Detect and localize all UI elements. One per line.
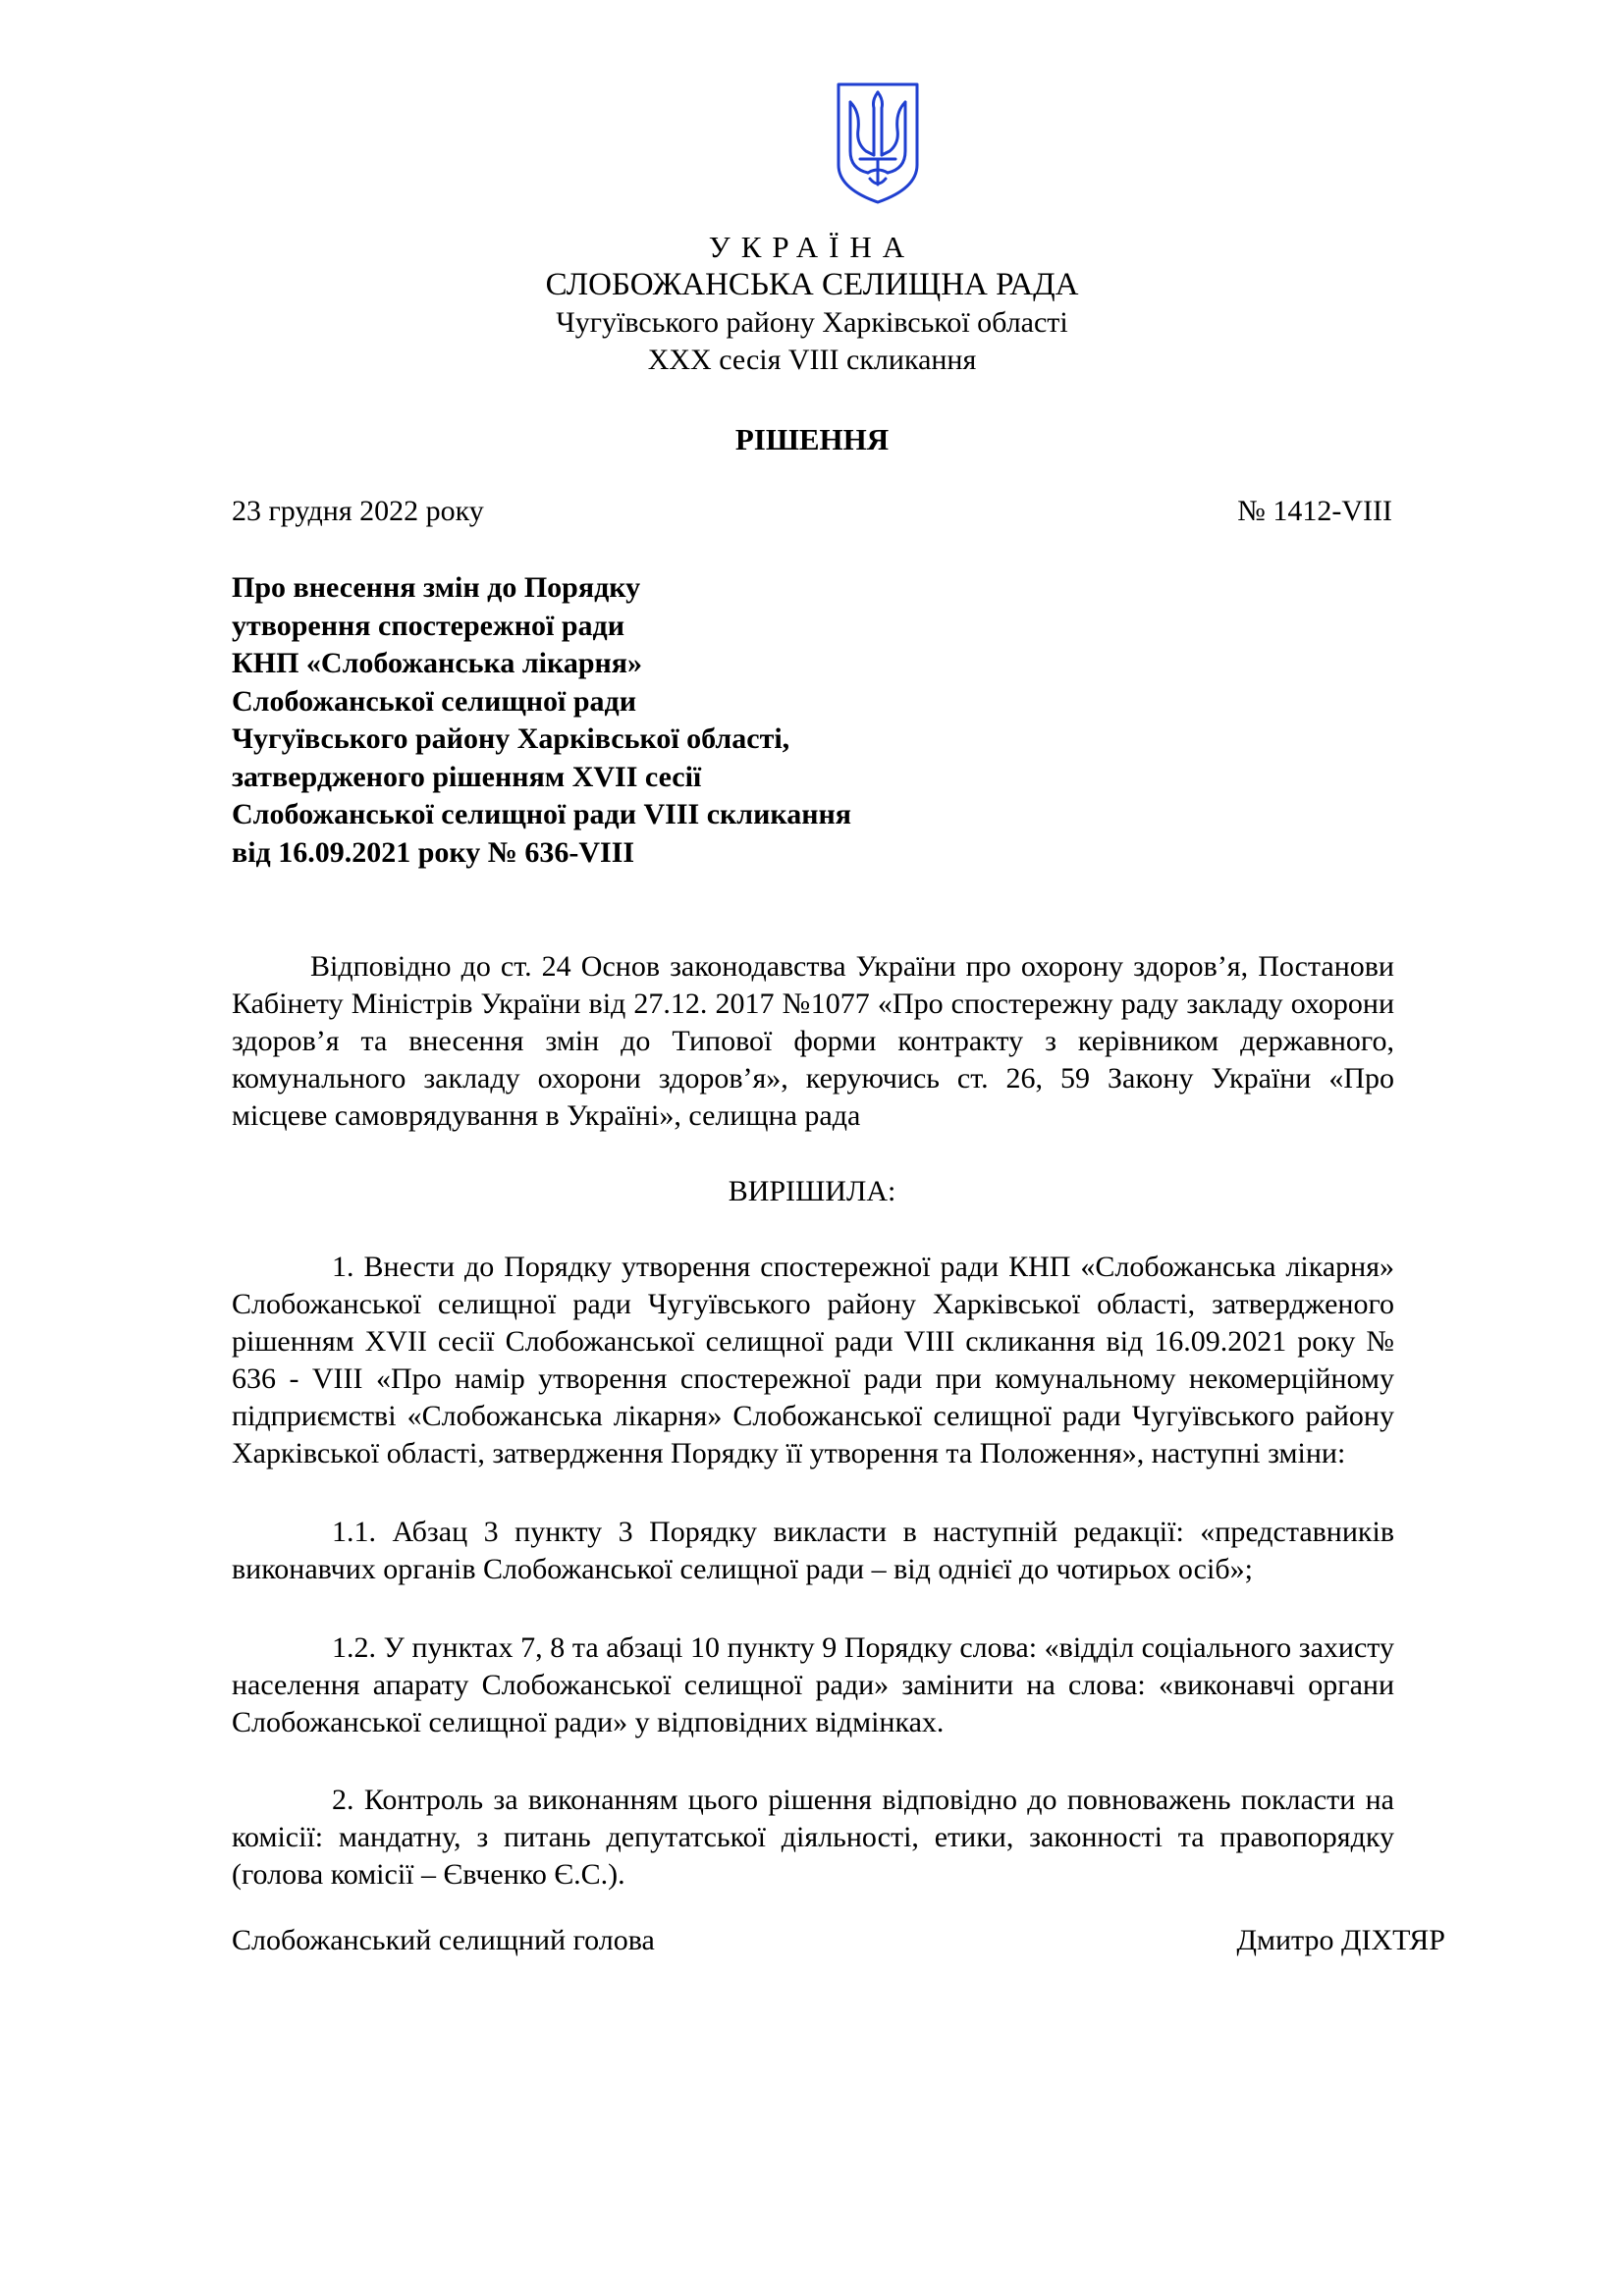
subject-line: від 16.09.2021 року № 636-VIII [232, 835, 635, 869]
subject-line: КНП «Слобожанська лікарня» [232, 647, 643, 679]
signatory-name: Дмитро ДІХТЯР [1236, 1924, 1445, 1956]
council-name: СЛОБОЖАНСЬКА СЕЛИЩНА РАДА [545, 267, 1079, 302]
decided-heading: ВИРІШИЛА: [728, 1175, 896, 1207]
council-district: Чугуївського району Харківської області [556, 306, 1068, 339]
coat-of-arms-icon [831, 79, 925, 208]
item-1-2-paragraph: 1.2. У пунктах 7, 8 та абзаці 10 пункту 9 Порядку слова: «відділ соціального захисту населення апарату Слобожанської селищної ради» замінити на слова: «виконавчі органи Слобожанської селищної ради» у відповідних відмінках. [232, 1631, 1394, 1738]
subject-line: Про внесення змін до Порядку [232, 571, 641, 604]
subject-line: Слобожанської селищної ради [232, 684, 637, 718]
country-name: УКРАЇНА [708, 230, 916, 264]
session-info: XXX сесія VIII скликання [647, 344, 977, 376]
subject-line: Чугуївського району Харківської області, [232, 722, 790, 755]
subject-line: утворення спостережної ради [232, 609, 625, 642]
subject-line: Слобожанської селищної ради VIII скликання [232, 798, 852, 830]
item-1-paragraph: 1. Внести до Порядку утворення спостережної ради КНП «Слобожанська лікарня» Слобожанської селищної ради Чугуївського району Харківської області, затвердженого рішенням XVII сесії Слобожанської селищної ради VIII скликання від 16.09.2021 року № 636 - VIII «Про намір утворення спостережної ради при комунальному некомерційному підприємстві «Слобожанська лікарня» Слобожанської селищної ради Чугуївського району Харківської області, затвердження Порядку її утворення та Положення», наступні зміни: [232, 1251, 1394, 1469]
item-1-1-paragraph: 1.1. Абзац 3 пункту 3 Порядку викласти в наступній редакції: «представників виконавчих органів Слобожанської селищної ради – від однієї до чотирьох осіб»; [232, 1516, 1394, 1585]
document-type-title: РІШЕННЯ [734, 422, 890, 456]
decision-subject [232, 569, 978, 872]
decision-date: 23 грудня 2022 року [232, 495, 484, 527]
legal-basis-paragraph: Відповідно до ст. 24 Основ законодавства України про охорону здоров’я, Постанови Кабінету Міністрів України від 27.12. 2017 №1077 «Про спостережну раду закладу охорони здоров’я та внесення змін до Типової форми контракту з керівником державного, комунального закладу охорони здоров’я», керуючись ст. 26, 59 Закону України «Про місцеве самоврядування в Україні», селищна рада [232, 950, 1394, 1132]
item-2-paragraph: 2. Контроль за виконанням цього рішення відповідно до повноважень покласти на комісії: мандатну, з питань депутатської діяльності, етики, законності та правопорядку (голова комісії – Євченко Є.С.). [232, 1784, 1394, 1891]
signatory-role: Слобожанський селищний голова [232, 1924, 655, 1956]
subject-line: затвердженого рішенням XVII сесії [232, 760, 702, 793]
decision-number: № 1412-VIII [1237, 495, 1392, 527]
